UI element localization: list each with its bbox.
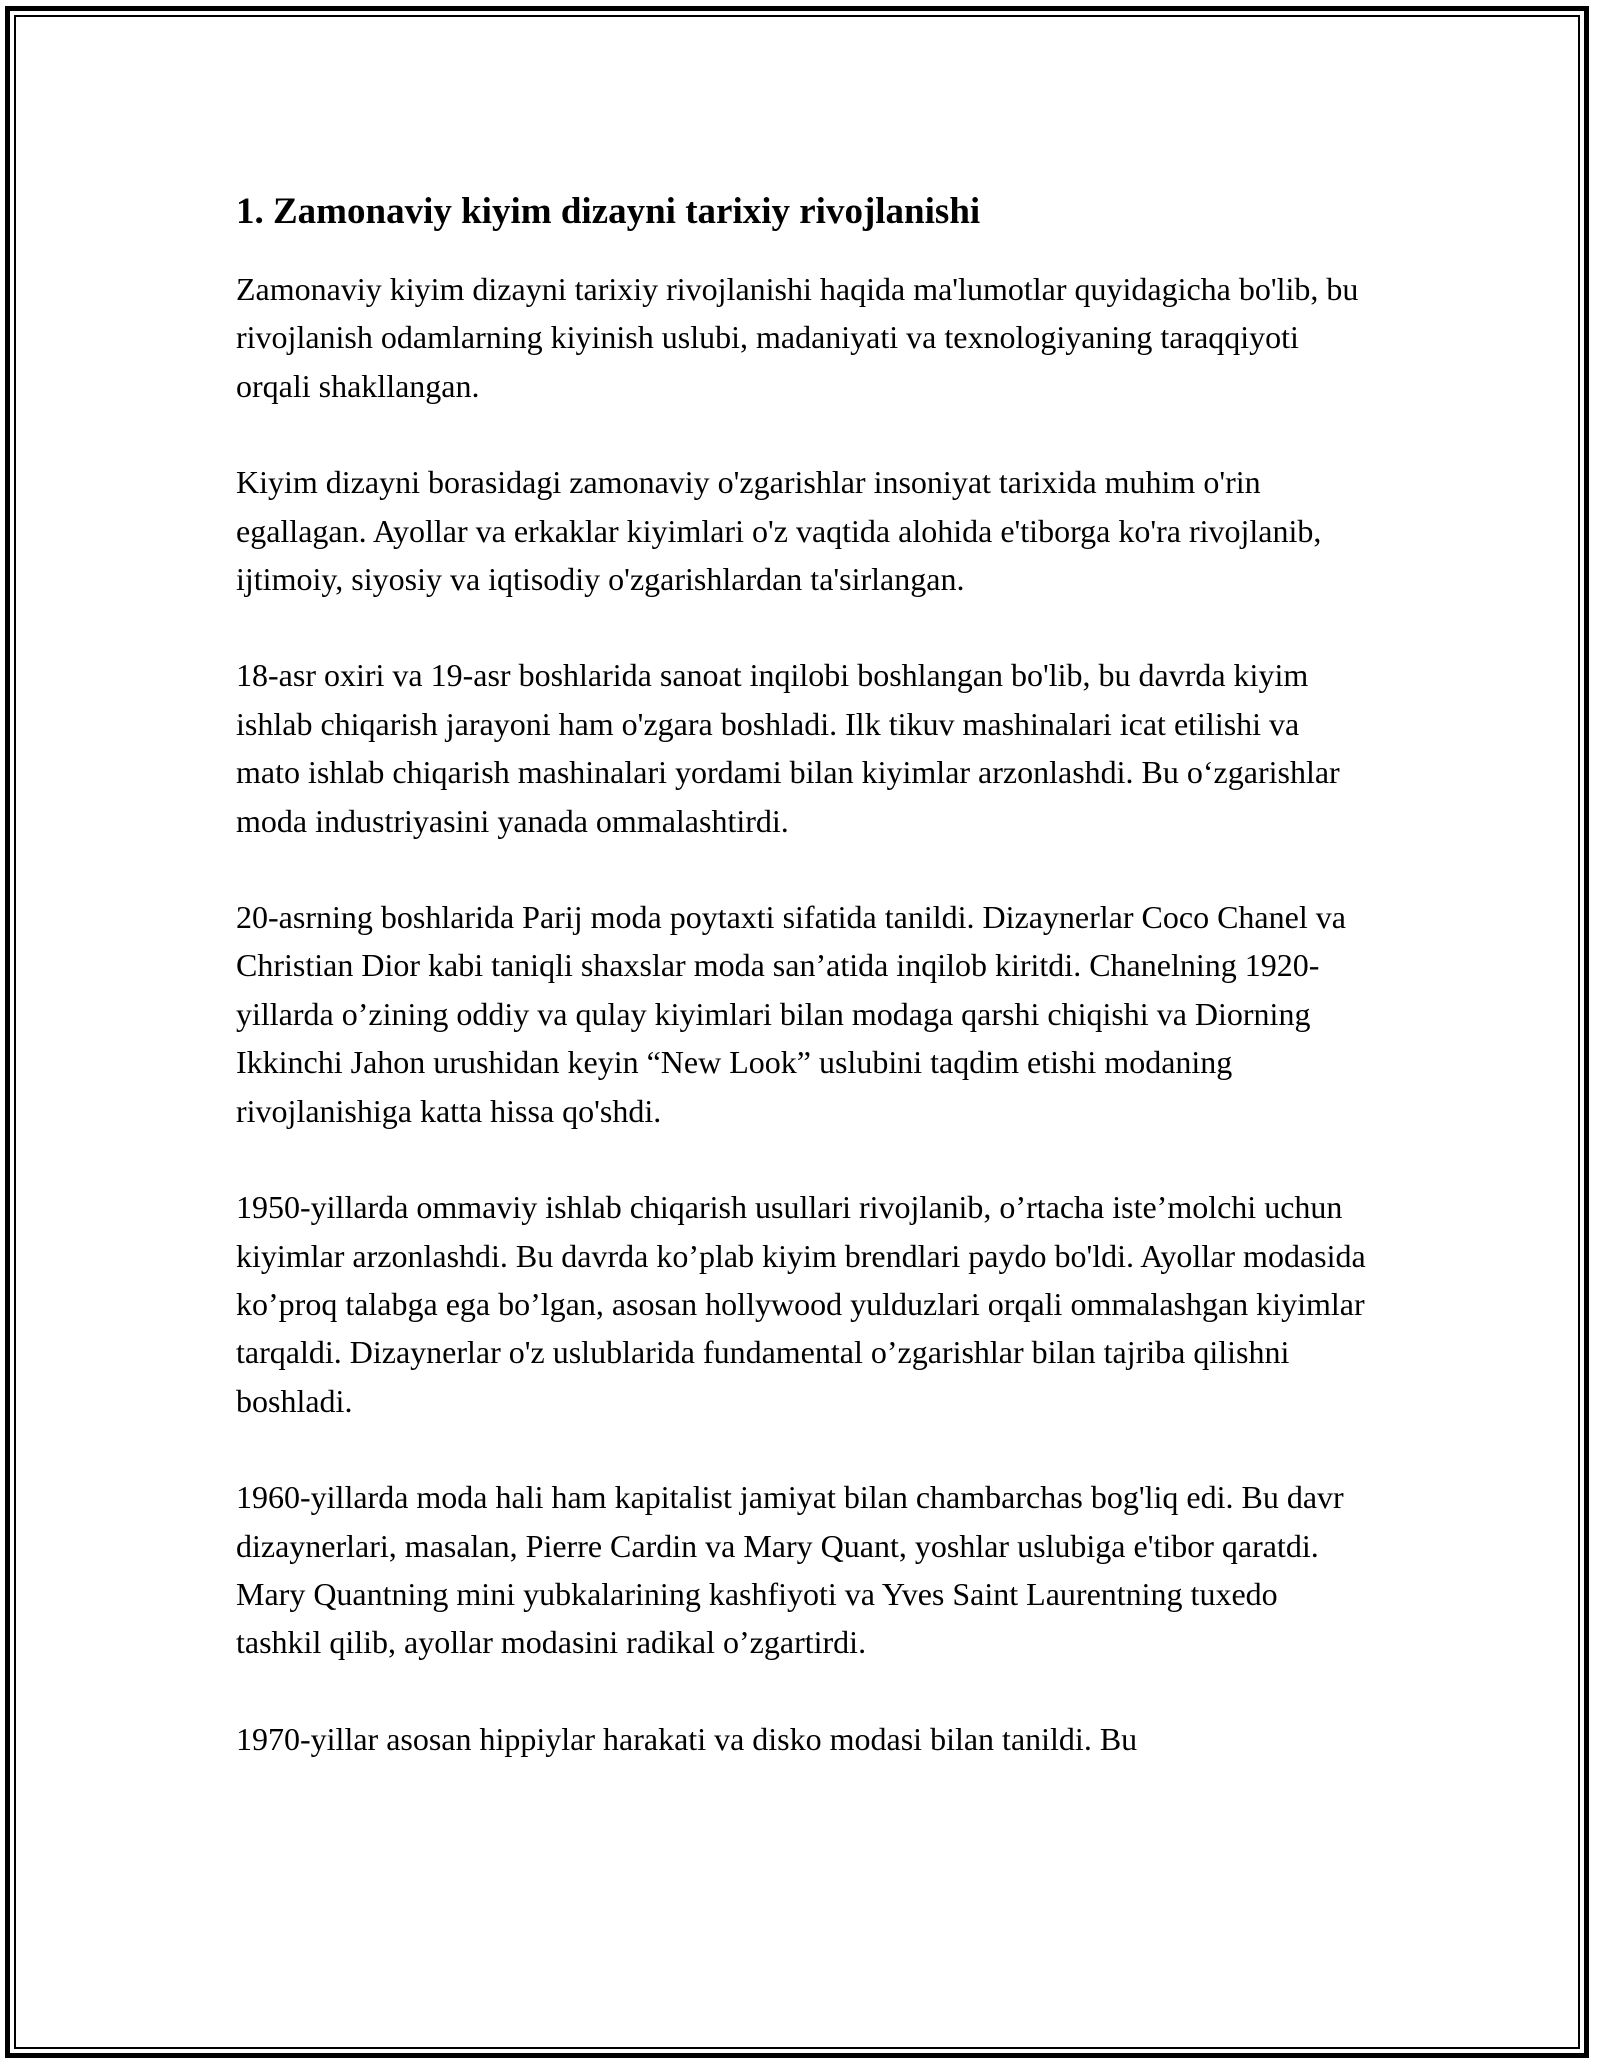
paragraph: Zamonaviy kiyim dizayni tarixiy rivojlanishi haqida ma'lumotlar quyidagicha bo'lib, bu rivojlanish odamlarning kiyinish uslubi, madaniyati va texnologiyaning taraqqiyoti orqali shakllangan. (236, 271, 1359, 404)
paragraph: 1950-yillarda ommaviy ishlab chiqarish usullari rivojlanib, o’rtacha iste’molchi uchun kiyimlar arzonlashdi. Bu davrda ko’plab kiyim brendlari paydo bo'ldi. Ayollar modasida ko’proq talabga ega bo’lgan, asosan hollywood yulduzlari orqali ommalashgan kiyimlar tarqaldi. Dizaynerlar o'z uslublarida fundamental o’zgarishlar bilan tajriba qilishni boshladi. (236, 1189, 1366, 1419)
paragraph: Kiyim dizayni borasidagi zamonaviy o'zgarishlar insoniyat tarixida muhim o'rin egallagan. Ayollar va erkaklar kiyimlari o'z vaqtida alohida e'tiborga ko'ra rivojlanib, ijtimoiy, siyosiy va iqtisodiy o'zgarishlardan ta'sirlangan. (236, 464, 1322, 598)
section-heading: 1. Zamonaviy kiyim dizayni tarixiy rivojlanishi (236, 191, 981, 232)
paragraph: 18-asr oxiri va 19-asr boshlarida sanoat inqilobi boshlangan bo'lib, bu davrda kiyim ishlab chiqarish jarayoni ham o'zgara boshladi. Ilk tikuv mashinalari icat etilishi va mato ishlab chiqarish mashinalari yordami bilan kiyimlar arzonlashdi. Bu o‘zgarishlar moda industriyasini yanada ommalashtirdi. (236, 657, 1340, 839)
paragraph: 20-asrning boshlarida Parij moda poytaxti sifatida tanildi. Dizaynerlar Coco Chanel va Christian Dior kabi taniqli shaxslar moda san’atida inqilob kiritdi. Chanelning 1920-yillarda o’zining oddiy va qulay kiyimlari bilan modaga qarshi chiqishi va Diorning Ikkinchi Jahon urushidan keyin “New Look” uslubini taqdim etishi modaning rivojlanishiga katta hissa qo'shdi. (236, 899, 1346, 1129)
document-body (236, 185, 1366, 1811)
paragraph: 1960-yillarda moda hali ham kapitalist jamiyat bilan chambarchas bog'liq edi. Bu davr dizaynerlari, masalan, Pierre Cardin va Mary Quant, yoshlar uslubiga e'tibor qaratdi. Mary Quantning mini yubkalarining kashfiyoti va Yves Saint Laurentning tuxedo tashkil qilib, ayollar modasini radikal o’zgartirdi. (236, 1479, 1344, 1661)
paragraph: 1970-yillar asosan hippiylar harakati va disko modasi bilan tanildi. Bu (236, 1720, 1138, 1757)
